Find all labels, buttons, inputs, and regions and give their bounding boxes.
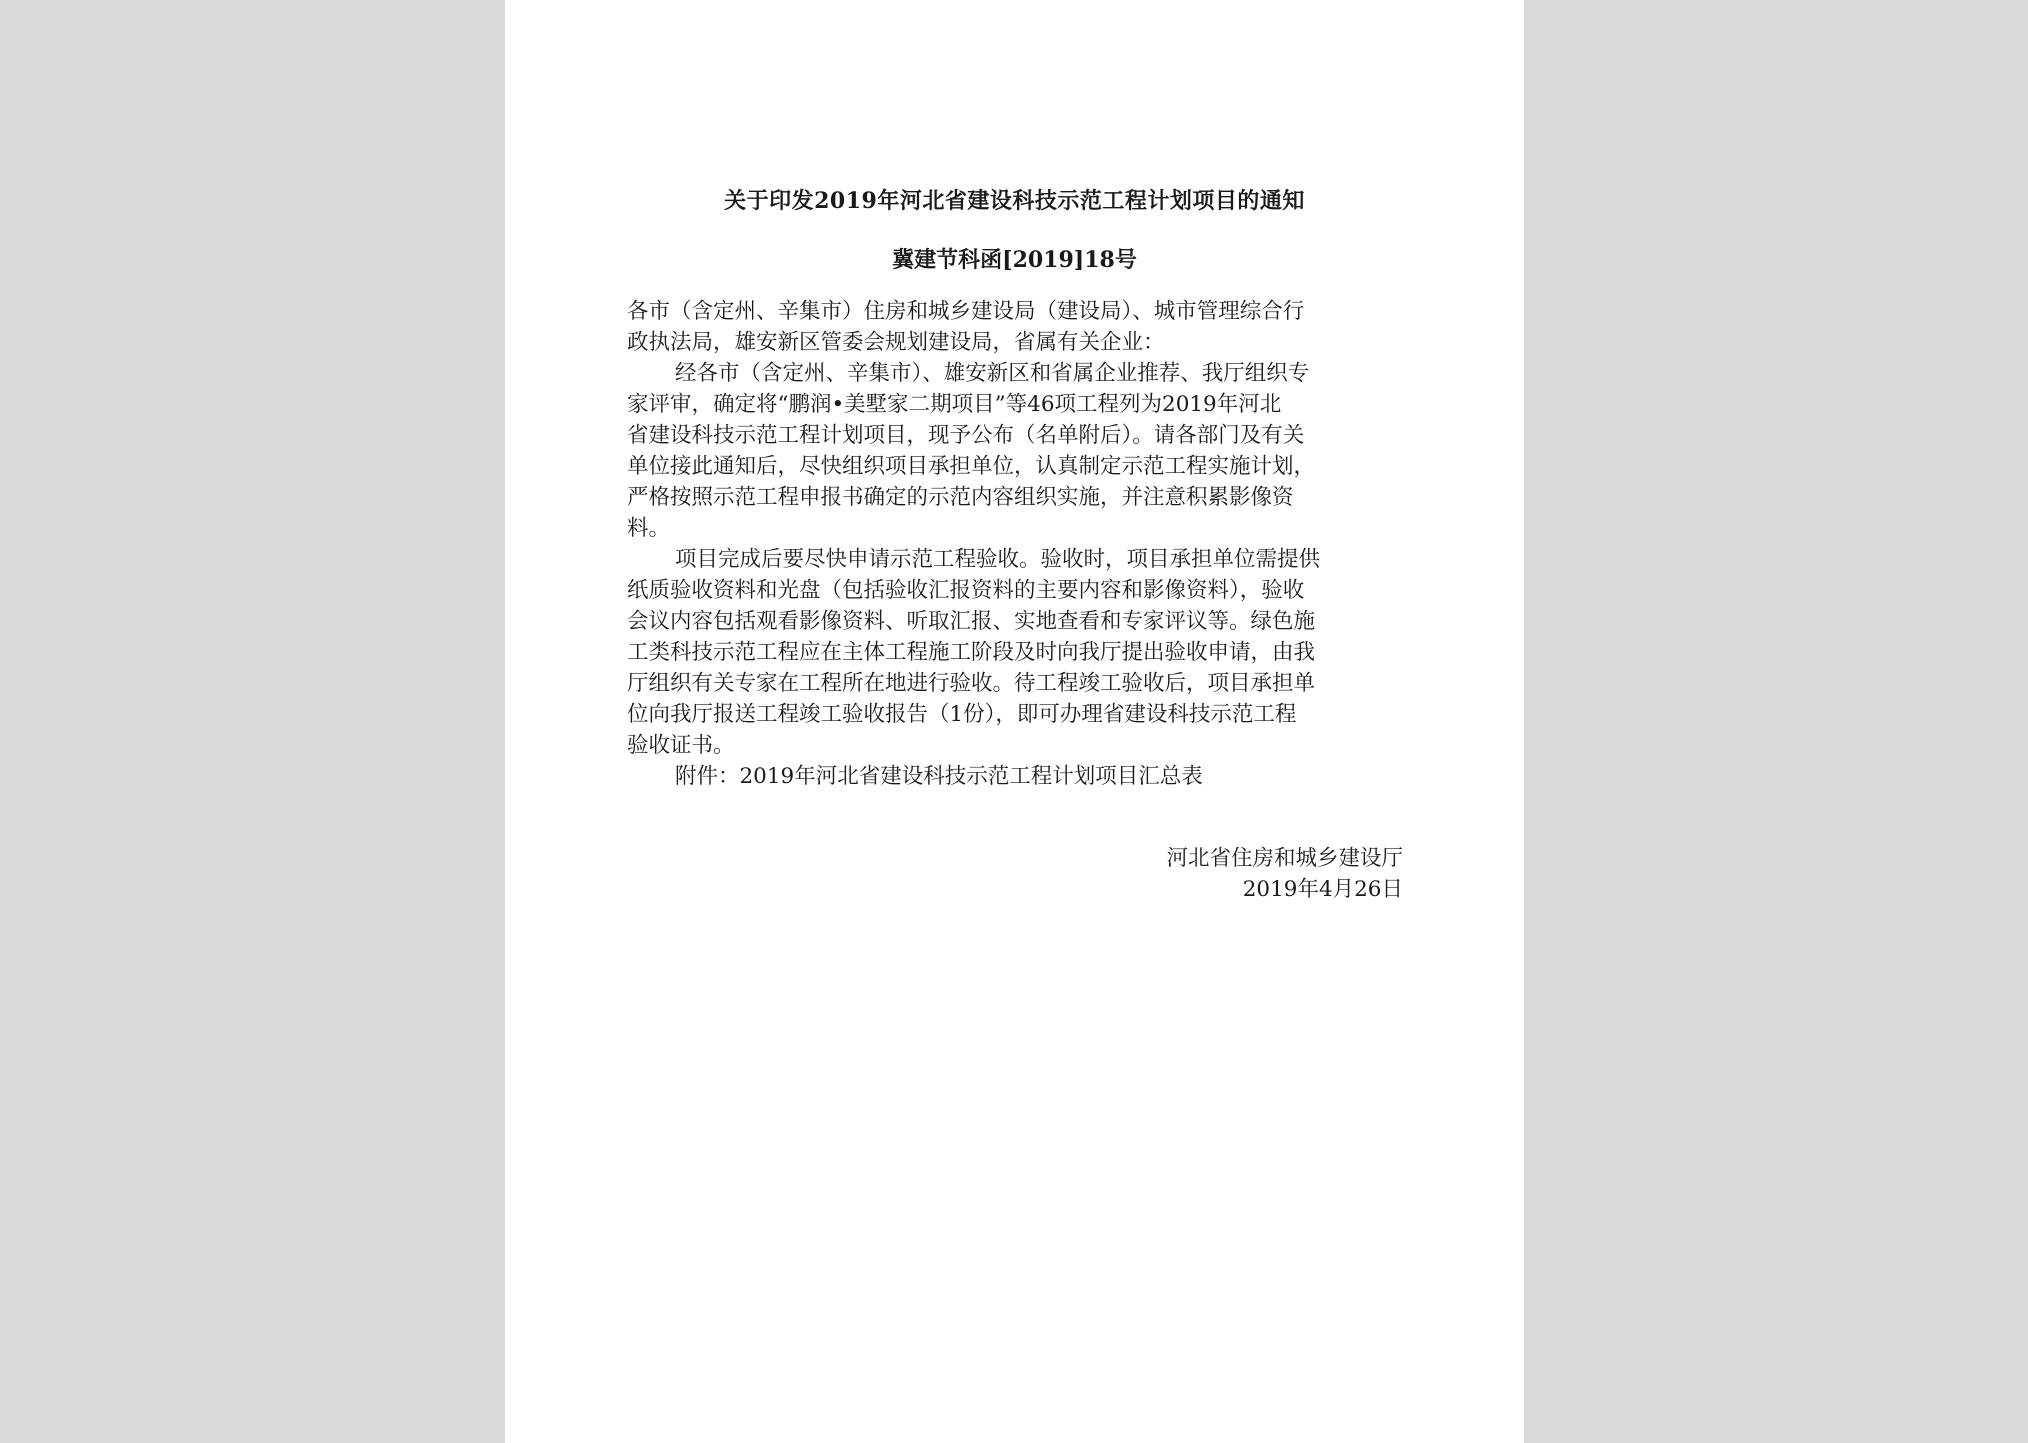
document-page [505,0,1524,1443]
issue-date: 2019年4月26日 [1242,877,1403,902]
addressee-line: 各市（含定州、辛集市）住房和城乡建设局（建设局）、城市管理综合行 [627,299,1305,324]
paragraph-line: 厅组织有关专家在工程所在地进行验收。待工程竣工验收后，项目承担单 [627,671,1316,696]
document-body [627,296,1407,792]
paragraph-line: 位向我厅报送工程竣工验收报告（1份），即可办理省建设科技示范工程 [627,702,1297,727]
paragraph-line: 项目完成后要尽快申请示范工程验收。验收时，项目承担单位需提供 [675,547,1321,572]
paragraph-line: 单位接此通知后，尽快组织项目承担单位，认真制定示范工程实施计划， [627,454,1316,479]
issuer: 河北省住房和城乡建设厅 [1166,846,1403,871]
paragraph-line: 料。 [627,516,671,541]
signature-block [1166,843,1403,905]
addressee-line: 政执法局，雄安新区管委会规划建设局，省属有关企业： [627,330,1165,355]
paragraph-2 [627,544,1407,761]
addressee [627,296,1407,358]
paragraph-line: 严格按照示范工程申报书确定的示范内容组织实施，并注意积累影像资 [627,485,1294,510]
paragraph-line: 纸质验收资料和光盘（包括验收汇报资料的主要内容和影像资料），验收 [627,578,1305,603]
paragraph-line: 家评审，确定将“鹏润•美墅家二期项目”等46项工程列为2019年河北 [627,392,1282,417]
paragraph-1 [627,358,1407,544]
paragraph-line: 经各市（含定州、辛集市）、雄安新区和省属企业推荐、我厅组织专 [675,361,1310,386]
document-number: 冀建节科函[2019]18号 [892,247,1137,273]
paragraph-line: 会议内容包括观看影像资料、听取汇报、实地查看和专家评议等。绿色施 [627,609,1316,634]
paragraph-line: 省建设科技示范工程计划项目，现予公布（名单附后）。请各部门及有关 [627,423,1305,448]
document-title: 关于印发2019年河北省建设科技示范工程计划项目的通知 [724,188,1305,214]
attachment-note: 附件：2019年河北省建设科技示范工程计划项目汇总表 [675,764,1203,789]
paragraph-line: 验收证书。 [627,733,735,758]
paragraph-line: 工类科技示范工程应在主体工程施工阶段及时向我厅提出验收申请，由我 [627,640,1316,665]
